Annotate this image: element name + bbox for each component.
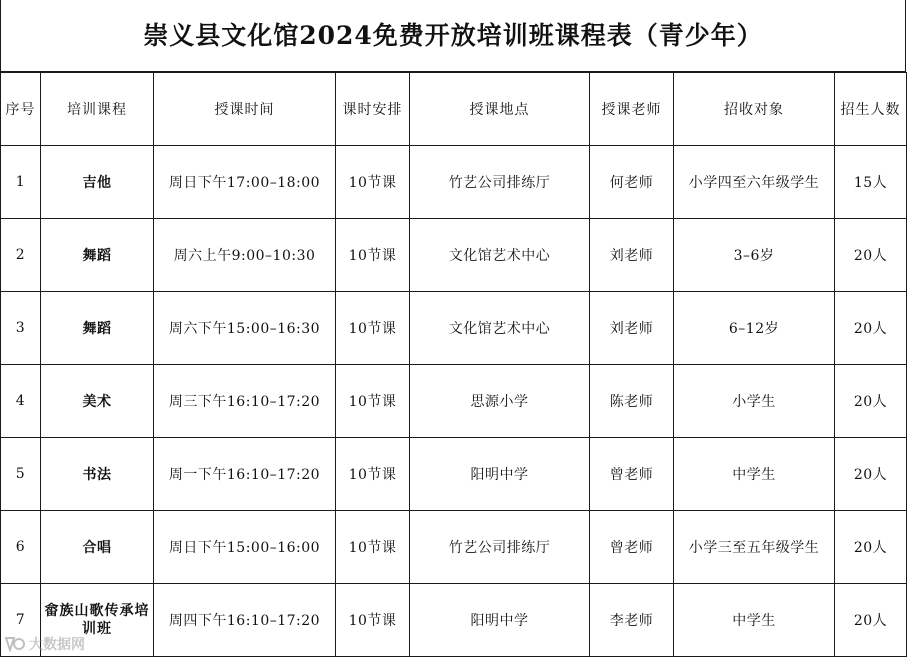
cell-count: 15人 [835, 146, 907, 219]
cell-count: 20人 [835, 365, 907, 438]
cell-hours: 10节课 [336, 365, 410, 438]
cell-course: 吉他 [41, 146, 154, 219]
table-row [1, 219, 907, 292]
header-row [1, 73, 907, 146]
cell-place: 阳明中学 [410, 584, 590, 657]
cell-hours: 10节课 [336, 511, 410, 584]
cell-hours: 10节课 [336, 292, 410, 365]
cell-no: 7 [1, 584, 41, 657]
cell-place: 文化馆艺术中心 [410, 292, 590, 365]
cell-course: 舞蹈 [41, 219, 154, 292]
cell-teacher: 何老师 [590, 146, 674, 219]
cell-target: 中学生 [674, 438, 835, 511]
table-row [1, 146, 907, 219]
header-place: 授课地点 [410, 73, 590, 146]
header-course: 培训课程 [41, 73, 154, 146]
watermark-text: 大数据网 [29, 637, 85, 653]
cell-count: 20人 [835, 292, 907, 365]
cell-teacher: 刘老师 [590, 219, 674, 292]
cell-course: 舞蹈 [41, 292, 154, 365]
title-band [0, 0, 906, 72]
header-time: 授课时间 [154, 73, 336, 146]
cell-teacher: 李老师 [590, 584, 674, 657]
page-title: 崇义县文化馆2024免费开放培训班课程表（青少年） [143, 20, 763, 50]
cell-course: 美术 [41, 365, 154, 438]
cell-target: 小学三至五年级学生 [674, 511, 835, 584]
cell-no: 2 [1, 219, 41, 292]
cell-teacher: 陈老师 [590, 365, 674, 438]
cell-place: 阳明中学 [410, 438, 590, 511]
cell-target: 中学生 [674, 584, 835, 657]
cell-count: 20人 [835, 584, 907, 657]
cell-no: 5 [1, 438, 41, 511]
header-count: 招生人数 [835, 73, 907, 146]
table-row [1, 438, 907, 511]
cell-count: 20人 [835, 438, 907, 511]
header-hours: 课时安排 [336, 73, 410, 146]
cell-count: 20人 [835, 511, 907, 584]
cell-teacher: 曾老师 [590, 511, 674, 584]
cell-target: 3–6岁 [674, 219, 835, 292]
header-no: 序号 [1, 73, 41, 146]
cell-teacher: 曾老师 [590, 438, 674, 511]
cell-teacher: 刘老师 [590, 292, 674, 365]
table-row [1, 511, 907, 584]
cell-course: 合唱 [41, 511, 154, 584]
cell-no: 1 [1, 146, 41, 219]
cell-place: 竹艺公司排练厅 [410, 511, 590, 584]
cell-time: 周日下午17:00–18:00 [154, 146, 336, 219]
cell-no: 3 [1, 292, 41, 365]
cell-target: 小学生 [674, 365, 835, 438]
cell-no: 6 [1, 511, 41, 584]
schedule-table [0, 72, 907, 657]
cell-time: 周六上午9:00–10:30 [154, 219, 336, 292]
table-row [1, 365, 907, 438]
cell-hours: 10节课 [336, 438, 410, 511]
cell-course: 书法 [41, 438, 154, 511]
cell-time: 周日下午15:00–16:00 [154, 511, 336, 584]
cell-no: 4 [1, 365, 41, 438]
cell-course: 畲族山歌传承培训班 [41, 584, 154, 657]
cell-target: 6–12岁 [674, 292, 835, 365]
cell-place: 竹艺公司排练厅 [410, 146, 590, 219]
cell-hours: 10节课 [336, 584, 410, 657]
cell-place: 思源小学 [410, 365, 590, 438]
header-teacher: 授课老师 [590, 73, 674, 146]
table-row [1, 292, 907, 365]
cell-place: 文化馆艺术中心 [410, 219, 590, 292]
cell-target: 小学四至六年级学生 [674, 146, 835, 219]
cell-count: 20人 [835, 219, 907, 292]
header-target: 招收对象 [674, 73, 835, 146]
cell-time: 周六下午15:00–16:30 [154, 292, 336, 365]
cell-hours: 10节课 [336, 146, 410, 219]
cell-time: 周一下午16:10–17:20 [154, 438, 336, 511]
cell-time: 周四下午16:10–17:20 [154, 584, 336, 657]
table-row [1, 584, 907, 657]
cell-time: 周三下午16:10–17:20 [154, 365, 336, 438]
cell-hours: 10节课 [336, 219, 410, 292]
